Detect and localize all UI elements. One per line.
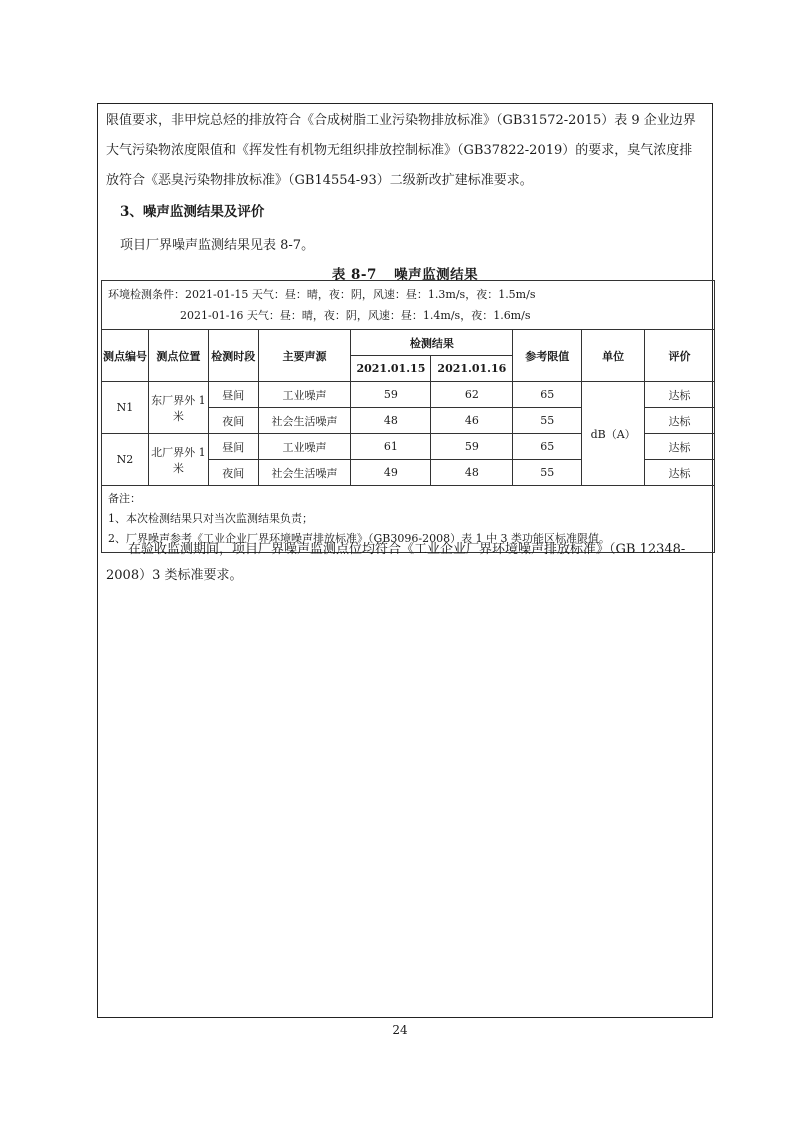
header-location: 测点位置 xyxy=(148,330,208,382)
header-limit: 参考限值 xyxy=(513,330,582,382)
paragraph-conclusion: 在验收监测期间，项目厂界噪声监测点位均符合《工业企业厂界环境噪声排放标准》（GB 12348-2008）3 类标准要求。 xyxy=(106,542,686,583)
cell-point-n2: N2 xyxy=(102,434,149,486)
header-date-2: 2021.01.16 xyxy=(431,356,513,382)
cell-value-day2: 59 xyxy=(431,434,513,460)
cell-source: 工业噪声 xyxy=(258,434,351,460)
cell-limit: 55 xyxy=(513,460,582,486)
header-row xyxy=(102,330,715,356)
cell-value-day2: 46 xyxy=(431,408,513,434)
header-results: 检测结果 xyxy=(351,330,513,356)
header-period: 检测时段 xyxy=(208,330,258,382)
cell-value-day1: 59 xyxy=(351,382,431,408)
table-row xyxy=(102,382,715,408)
page-number: 24 xyxy=(392,1023,408,1037)
section-heading-noise: 3、噪声监测结果及评价 xyxy=(120,204,265,220)
cell-point-n1: N1 xyxy=(102,382,149,434)
cell-limit: 65 xyxy=(513,434,582,460)
header-evaluation: 评价 xyxy=(645,330,715,382)
table-intro-text: 项目厂界噪声监测结果见表 8-7。 xyxy=(120,238,315,253)
conditions-cell xyxy=(102,281,715,330)
cell-limit: 65 xyxy=(513,382,582,408)
cell-value-day1: 61 xyxy=(351,434,431,460)
header-date-1: 2021.01.15 xyxy=(351,356,431,382)
header-point-id: 测点编号 xyxy=(102,330,149,382)
header-source: 主要声源 xyxy=(258,330,351,382)
table-caption-title: 噪声监测结果 xyxy=(394,267,479,283)
notes-label: 备注： xyxy=(108,492,141,505)
cell-source: 工业噪声 xyxy=(258,382,351,408)
cell-source: 社会生活噪声 xyxy=(258,408,351,434)
cell-source: 社会生活噪声 xyxy=(258,460,351,486)
note-item-1: 1、本次检测结果只对当次监测结果负责； xyxy=(108,512,313,525)
paragraph-emission-limits: 限值要求，非甲烷总烃的排放符合《合成树脂工业污染物排放标准》（GB31572-2015）表 9 企业边界大气污染物浓度限值和《挥发性有机物无组织排放控制标准》（GB37822-2019）的要求，臭气浓度排放符合《恶臭污染物排放标准》（GB14554-93）二级新改扩建标准要求。 xyxy=(106,113,696,188)
cell-evaluation: 达标 xyxy=(645,382,715,408)
cell-evaluation: 达标 xyxy=(645,408,715,434)
cell-limit: 55 xyxy=(513,408,582,434)
cell-location-n1: 东厂界外 1 米 xyxy=(148,382,208,434)
note-item-2: 2、厂界噪声参考《工业企业厂界环境噪声排放标准》（GB3096-2008）表 1 中 3 类功能区标准限值。 xyxy=(108,532,611,545)
cell-unit: dB（A） xyxy=(582,382,645,486)
cell-value-day1: 48 xyxy=(351,408,431,434)
table-caption-number: 表 8-7 xyxy=(331,267,377,283)
cell-value-day2: 48 xyxy=(431,460,513,486)
cell-period: 昼间 xyxy=(208,434,258,460)
cell-location-n2: 北厂界外 1 米 xyxy=(148,434,208,486)
cell-value-day2: 62 xyxy=(431,382,513,408)
cell-value-day1: 49 xyxy=(351,460,431,486)
conditions-line-2: 2021-01-16 天气：昼：晴，夜：阴，风速：昼：1.4m/s，夜：1.6m/s xyxy=(180,309,531,322)
conditions-line-1: 环境检测条件：2021-01-15 天气：昼：晴，夜：阴，风速：昼：1.3m/s，夜：1.5m/s xyxy=(108,288,536,301)
header-unit: 单位 xyxy=(582,330,645,382)
cell-period: 夜间 xyxy=(208,408,258,434)
cell-evaluation: 达标 xyxy=(645,460,715,486)
cell-period: 昼间 xyxy=(208,382,258,408)
cell-period: 夜间 xyxy=(208,460,258,486)
document-frame xyxy=(97,103,713,1018)
cell-evaluation: 达标 xyxy=(645,434,715,460)
noise-results-table xyxy=(101,280,715,553)
